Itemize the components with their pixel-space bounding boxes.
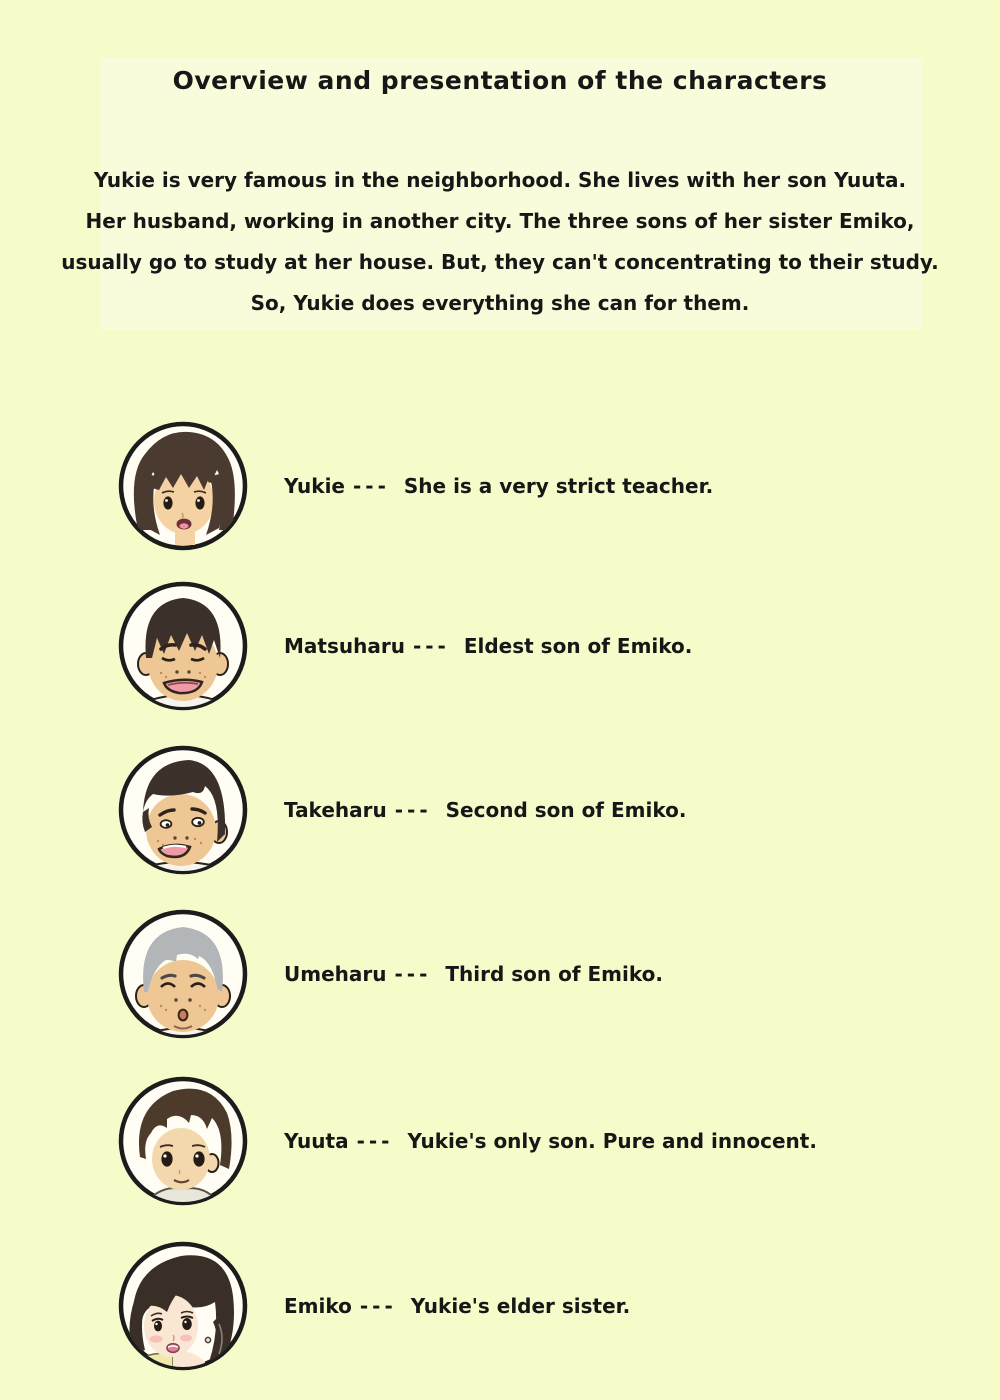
character-row-yuuta bbox=[115, 1073, 817, 1209]
intro-line: Her husband, working in another city. The three sons of her sister Emiko, bbox=[85, 209, 915, 233]
character-label bbox=[284, 962, 663, 986]
character-separator: --- bbox=[359, 1294, 397, 1318]
character-row-yukie bbox=[115, 418, 713, 554]
character-label bbox=[284, 1129, 817, 1153]
character-name: Matsuharu bbox=[284, 634, 405, 658]
character-row-matsuharu bbox=[115, 578, 692, 714]
character-label bbox=[284, 798, 686, 822]
character-row-emiko bbox=[115, 1238, 630, 1374]
umeharu-avatar bbox=[115, 906, 251, 1042]
intro-paragraph bbox=[0, 160, 1000, 324]
character-separator: --- bbox=[394, 798, 432, 822]
intro-line: usually go to study at her house. But, they can't concentrating to their study. bbox=[61, 250, 939, 274]
page-title: Overview and presentation of the characters bbox=[172, 66, 828, 95]
character-description: Yukie's elder sister. bbox=[410, 1294, 631, 1318]
character-name: Yukie bbox=[284, 474, 345, 498]
yuuta-avatar bbox=[115, 1073, 251, 1209]
character-name: Umeharu bbox=[284, 962, 387, 986]
yukie-avatar bbox=[115, 418, 251, 554]
character-name: Takeharu bbox=[284, 798, 387, 822]
character-description: Second son of Emiko. bbox=[445, 798, 687, 822]
takeharu-avatar bbox=[115, 742, 251, 878]
character-label bbox=[284, 1294, 630, 1318]
emiko-avatar bbox=[115, 1238, 251, 1374]
character-name: Yuuta bbox=[284, 1129, 349, 1153]
character-separator: --- bbox=[353, 474, 390, 498]
character-separator: --- bbox=[356, 1129, 394, 1153]
character-description: Yukie's only son. Pure and innocent. bbox=[407, 1129, 817, 1153]
character-description: Eldest son of Emiko. bbox=[463, 634, 693, 658]
character-separator: --- bbox=[412, 634, 450, 658]
matsuharu-avatar bbox=[115, 578, 251, 714]
character-description: Third son of Emiko. bbox=[445, 962, 663, 986]
character-label bbox=[284, 474, 713, 498]
character-label bbox=[284, 634, 692, 658]
character-row-takeharu bbox=[115, 742, 686, 878]
character-separator: --- bbox=[394, 962, 432, 986]
character-description: She is a very strict teacher. bbox=[403, 474, 714, 498]
intro-line: So, Yukie does everything she can for them. bbox=[250, 291, 750, 315]
intro-line: Yukie is very famous in the neighborhood. She lives with her son Yuuta. bbox=[93, 168, 907, 192]
character-row-umeharu bbox=[115, 906, 663, 1042]
character-name: Emiko bbox=[284, 1294, 352, 1318]
